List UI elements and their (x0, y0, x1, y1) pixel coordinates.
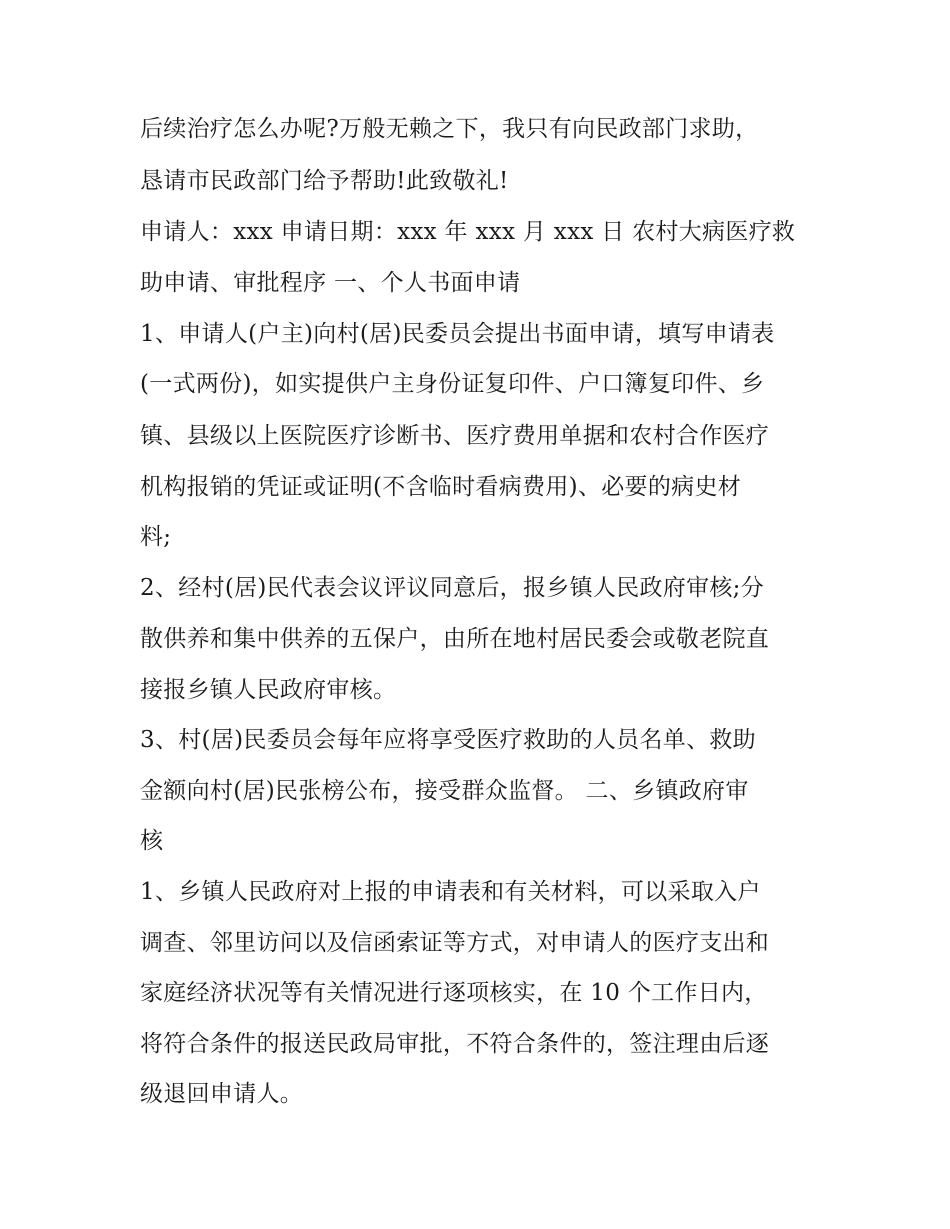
text-line: 调查、邻里访问以及信函索证等方式，对申请人的医疗支出和 (140, 930, 770, 956)
text-line: 助申请、审批程序 一、个人书面申请 (140, 270, 521, 296)
text-line: 散供养和集中供养的五保户，由所在地村居民委会或敬老院直 (140, 626, 770, 652)
text-line: 机构报销的凭证或证明(不含临时看病费用)、必要的病史材 (140, 474, 742, 500)
text-line: 镇、县级以上医院医疗诊断书、医疗费用单据和农村合作医疗 (140, 423, 770, 449)
text-line: (一式两份)，如实提供户主身份证复印件、户口簿复印件、乡 (140, 371, 765, 397)
text-line: 金额向村(居)民张榜公布，接受群众监督。 二、乡镇政府审 (140, 778, 749, 804)
text-line: 将符合条件的报送民政局审批，不符合条件的，签注理由后逐 (140, 1031, 770, 1057)
text-line: 恳请市民政部门给予帮助!此致敬礼! (140, 168, 509, 194)
text-line: 核 (140, 828, 164, 854)
text-line: 申请人：xxx 申请日期：xxx 年 xxx 月 xxx 日 农村大病医疗救 (140, 219, 796, 245)
text-line: 后续治疗怎么办呢?万般无赖之下，我只有向民政部门求助， (140, 116, 759, 142)
text-line: 接报乡镇人民政府审核。 (140, 677, 397, 703)
text-line: 1、乡镇人民政府对上报的申请表和有关材料，可以采取入户 (140, 879, 761, 905)
text-line: 3、村(居)民委员会每年应将享受医疗救助的人员名单、救助 (140, 727, 756, 753)
text-line: 料; (140, 524, 172, 550)
text-line: 家庭经济状况等有关情况进行逐项核实，在 10 个工作日内， (140, 980, 768, 1006)
text-line: 级退回申请人。 (140, 1081, 304, 1107)
text-line: 1、申请人(户主)向村(居)民委员会提出书面申请，填写申请表 (140, 321, 775, 347)
text-line: 2、经村(居)民代表会议评议同意后，报乡镇人民政府审核;分 (140, 575, 765, 601)
